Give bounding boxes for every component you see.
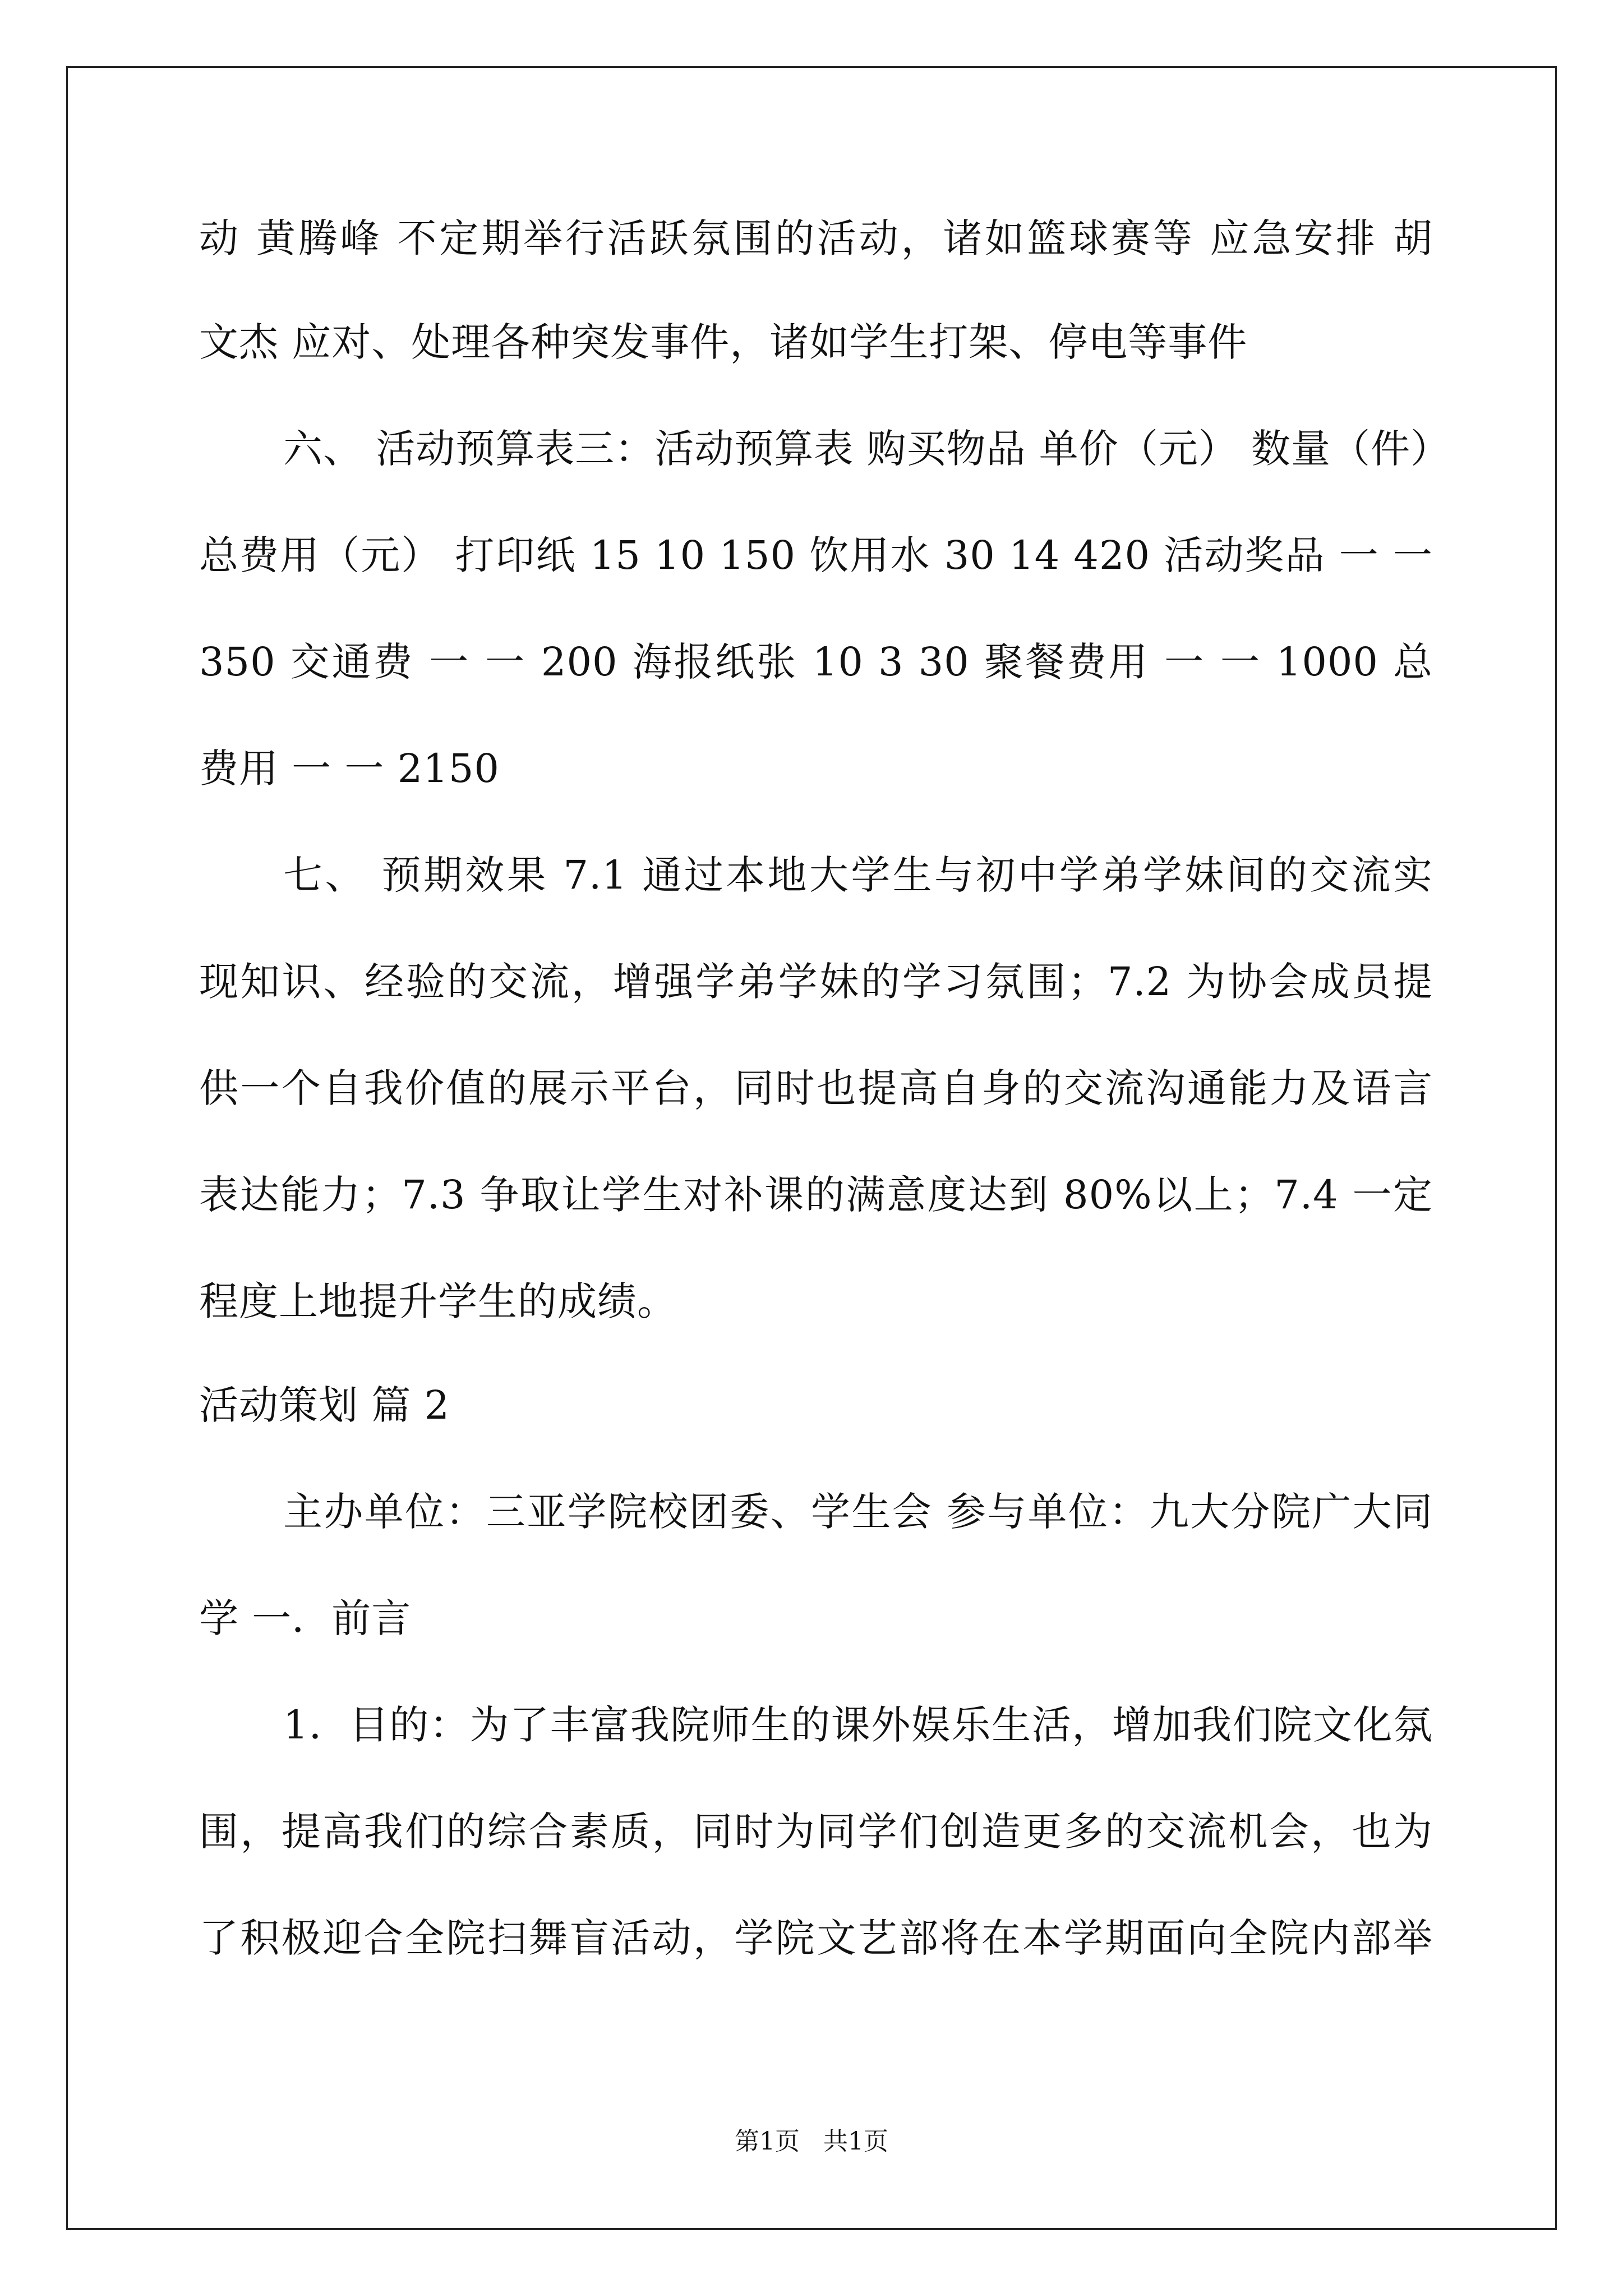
text-line: 学 一．前言 [199, 1595, 412, 1641]
page-border [66, 66, 1557, 2230]
text-line: 费用 一 一 2150 [199, 746, 500, 792]
text-line: 六、 活动预算表三：活动预算表 购买物品 单价（元） 数量（件） [283, 426, 1451, 472]
text-line: 供一个自我价值的展示平台，同时也提高自身的交流沟通能力及语言 [199, 1065, 1433, 1111]
text-line: 总费用（元） 打印纸 15 10 150 饮用水 30 14 420 活动奖品 一 一 [199, 532, 1433, 578]
text-line: 现知识、经验的交流，增强学弟学妹的学习氛围；7.2 为协会成员提 [199, 959, 1433, 1005]
text-line: 围，提高我们的综合素质，同时为同学们创造更多的交流机会，也为 [199, 1809, 1433, 1855]
text-line: 七、 预期效果 7.1 通过本地大学生与初中学弟学妹间的交流实 [283, 852, 1433, 898]
text-line: 1．目的：为了丰富我院师生的课外娱乐生活，增加我们院文化氛 [283, 1702, 1433, 1748]
text-line: 程度上地提升学生的成绩。 [199, 1278, 677, 1324]
section-heading: 活动策划 篇 2 [199, 1382, 450, 1428]
text-line: 文杰 应对、处理各种突发事件，诸如学生打架、停电等事件 [199, 319, 1248, 365]
page-number-footer: 第1页 共1页 [735, 2127, 888, 2156]
text-line: 主办单位：三亚学院校团委、学生会 参与单位：九大分院广大同 [283, 1489, 1433, 1535]
text-line: 动 黄腾峰 不定期举行活跃氛围的活动，诸如篮球赛等 应急安排 胡 [199, 215, 1433, 261]
text-line: 350 交通费 一 一 200 海报纸张 10 3 30 聚餐费用 一 一 1000 总 [199, 639, 1433, 685]
text-line: 了积极迎合全院扫舞盲活动，学院文艺部将在本学期面向全院内部举 [199, 1915, 1433, 1961]
text-line: 表达能力；7.3 争取让学生对补课的满意度达到 80%以上；7.4 一定 [199, 1172, 1433, 1218]
